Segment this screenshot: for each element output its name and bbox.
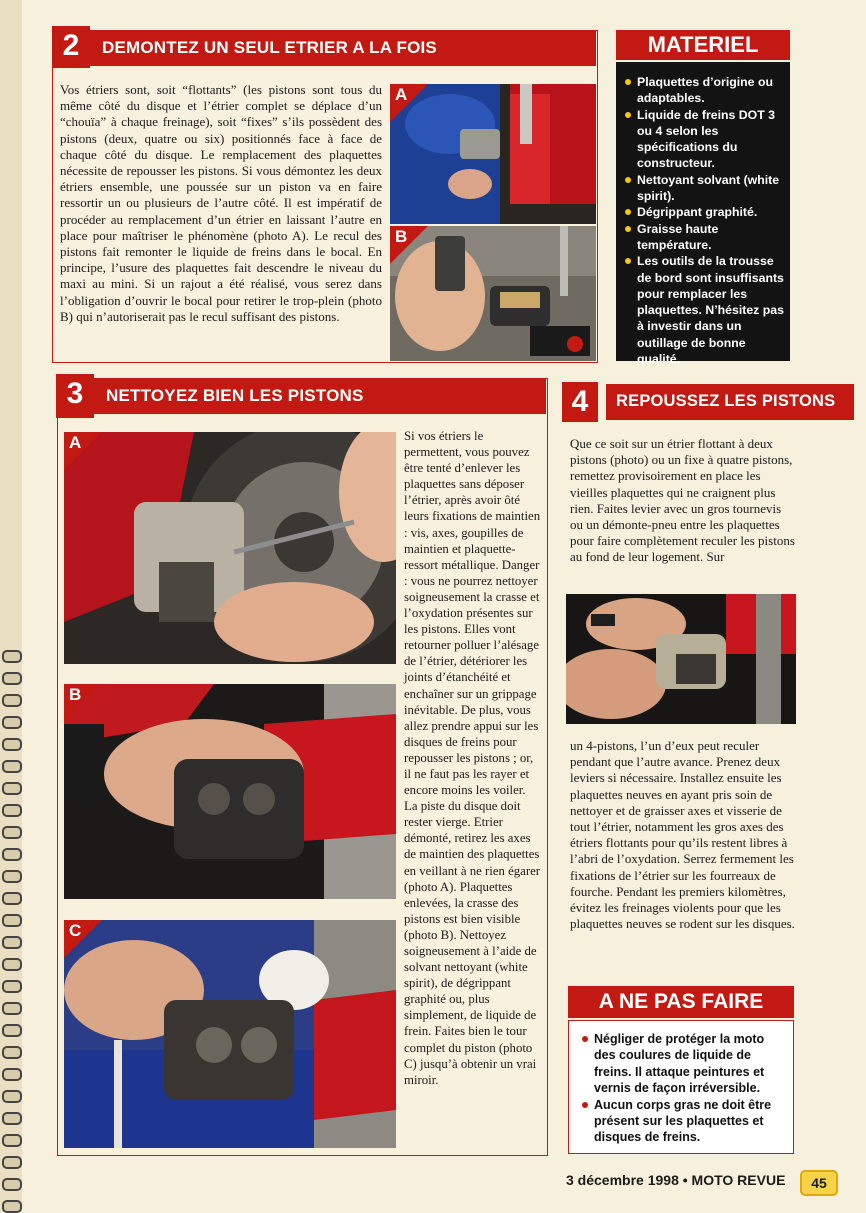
binding-ring [2, 1200, 22, 1213]
photo-3c-image [64, 920, 396, 1148]
binding-ring [2, 980, 22, 993]
binding-ring [2, 1046, 22, 1059]
section-3-header [94, 378, 546, 414]
photo-2b-letter: B [395, 227, 408, 246]
binding-ring [2, 1134, 22, 1147]
photo-4-image [566, 594, 796, 724]
binding-ring [2, 1112, 22, 1125]
section-4-text-bottom: un 4-pistons, l’un d’eux peut reculer pendant que l’autre avance. Prenez deux leviers si nécessaire. Installez ensuite les plaquettes neuves en ayant pris soin de nettoyer et de graisser axes et visserie de tout l’étrier, notamment les gros axes des étriers flottants pour qu’ils restent libres à l’abri de l’oxydation. Serrez fermement les fixations de l’étrier sur les fourreaux de fourche. Pendant les premiers kilomètres, évitez les freinages violents pour que les plaquettes neuves se rodent sur les disques. [570, 738, 795, 932]
a-ne-pas-faire-box [568, 1020, 794, 1154]
binding-ring [2, 716, 22, 729]
binding-ring [2, 1178, 22, 1191]
binding-ring [2, 1024, 22, 1037]
footer [566, 1172, 785, 1188]
binding-ring [2, 892, 22, 905]
materiel-box [616, 62, 790, 367]
photo-3a-image [64, 432, 396, 664]
section-4-number: 4 [562, 382, 598, 422]
section-2-text: Vos étriers sont, soit “flottants” (les pistons sont tous du même côté du disque et l’étrier complet se déplace d’un “chouïa” à chaque freinage), soit “fixes” s’ils possèdent des pistons (deux, quatre ou six) positionnés face à face de chaque côté du disque. Le remplacement des plaquettes nécessite de repousser les pistons. Si vous démontez les deux étriers ensemble, une poussée sur un piston va en faire ressortir un ou plusieurs de l’autre côté. Il est impératif de procéder au remplacement d’un étrier en laissant l’autre en place pour maîtriser le phénomène (photo A). Le recul des pistons fait remonter le liquide de freins dans le bocal. En principe, l’usure des plaquettes fait descendre le niveau du maxi au mini. Si un rajout a été réalisé, vous serez dans l’obligation d’ouvrir le bocal pour retirer le trop-plein (photo B) qui n’autoriserait pas le recul suffisant des pistons. [60, 82, 382, 324]
photo-3a-letter: A [69, 433, 82, 452]
section-4-photo [566, 594, 796, 724]
section-2-photo-a [390, 84, 596, 224]
binding-ring [2, 1090, 22, 1103]
binding-ring [2, 870, 22, 883]
list-item: Nettoyant solvant (white spirit). [624, 172, 790, 205]
binding-ring [2, 804, 22, 817]
photo-3b-letter: B [69, 685, 82, 704]
page-number: 45 [800, 1170, 838, 1196]
list-item: Aucun corps gras ne doit être présent sur les plaquettes et disques de freins. [581, 1097, 789, 1146]
section-3-title: NETTOYEZ BIEN LES PISTONS [106, 386, 364, 405]
materiel-header: MATERIEL [616, 30, 790, 60]
section-4-title: REPOUSSEZ LES PISTONS [616, 392, 836, 410]
a-ne-pas-faire-list [581, 1031, 789, 1146]
binding-ring [2, 914, 22, 927]
footer-magazine: MOTO REVUE [691, 1172, 786, 1188]
footer-date: 3 décembre 1998 [566, 1172, 679, 1188]
section-4-text-top: Que ce soit sur un étrier flottant à deux pistons (photo) ou un fixe à quatre pistons, remettez provisoirement en place les vieilles plaquettes qui ne craignent plus rien. Faites levier avec un gros tournevis ou un démonte-pneu entre les plaquettes pour faire complètement reculer les pistons au fond de leur logement. Sur [570, 436, 795, 565]
footer-bullet: • [682, 1172, 688, 1188]
binding-ring [2, 936, 22, 949]
section-2-header [90, 30, 596, 66]
section-3-photo-c [64, 920, 396, 1148]
binding-ring [2, 826, 22, 839]
list-item: Les outils de la trousse de bord sont insuffisants pour remplacer les plaquettes. N’hésitez pas à investir dans un outillage de bonne qualité. [624, 253, 790, 367]
section-2-title: DEMONTEZ UN SEUL ETRIER A LA FOIS [102, 38, 437, 57]
list-item: Plaquettes d’origine ou adaptables. [624, 74, 790, 107]
section-3-photo-a [64, 432, 396, 664]
binding-ring [2, 848, 22, 861]
binding-ring [2, 650, 22, 663]
photo-2a-letter: A [395, 85, 408, 104]
list-item: Négliger de protéger la moto des coulures de liquide de freins. Il attaque peintures et vernis de façon irréversible. [581, 1031, 789, 1097]
binding-ring [2, 672, 22, 685]
binding-ring [2, 1002, 22, 1015]
binding-ring [2, 1156, 22, 1169]
list-item: Liquide de freins DOT 3 ou 4 selon les spécifications du constructeur. [624, 107, 790, 172]
photo-3c-letter: C [69, 921, 82, 940]
binding-ring [2, 958, 22, 971]
binding-ring [2, 782, 22, 795]
section-2-number: 2 [52, 26, 90, 68]
section-3-text: Si vos étriers le permettent, vous pouvez être tenté d’enlever les plaquettes sans déposer l’étrier, après avoir ôté leurs fixations de maintien : vis, axes, goupilles de maintien et plaquette-ressort métallique. Danger : vous ne pourrez nettoyer soigneusement la crasse et l’oxydation présentes sur les pistons. Elles vont retourner polluer l’alésage de l’étrier, détériorer les joints d’étanchéité et enchaîner sur un grippage inévitable. De plus, vous allez prendre appui sur les disques de freins pour repousser les pistons ; or, il ne faut pas les rayer et encore moins les voiler. La piste du disque doit rester vierge. Etrier démonté, retirez les axes de maintien des plaquettes en veillant à ne rien égarer (photo A). Plaquettes enlevées, la crasse des pistons est bien visible (photo B). Nettoyez soigneusement à l’aide de solvant nettoyant (white spirit), de dégrippant graphité ou, plus simplement, de liquide de frein. Faites bien le tour complet du piston (photo C) jusqu’à obtenir un vrai miroir. [404, 429, 541, 1087]
section-3-number: 3 [56, 374, 94, 418]
spiral-binding [0, 0, 22, 1212]
binding-ring [2, 738, 22, 751]
a-ne-pas-faire-header: A NE PAS FAIRE [568, 986, 794, 1018]
binding-ring [2, 760, 22, 773]
section-3-photo-b [64, 684, 396, 899]
section-2-photo-b [390, 226, 596, 361]
materiel-list [624, 74, 790, 367]
binding-ring [2, 1068, 22, 1081]
list-item: Graisse haute température. [624, 221, 790, 254]
photo-3b-image [64, 684, 396, 899]
binding-ring [2, 694, 22, 707]
list-item: Dégrippant graphité. [624, 204, 790, 220]
section-4-header [606, 384, 854, 420]
